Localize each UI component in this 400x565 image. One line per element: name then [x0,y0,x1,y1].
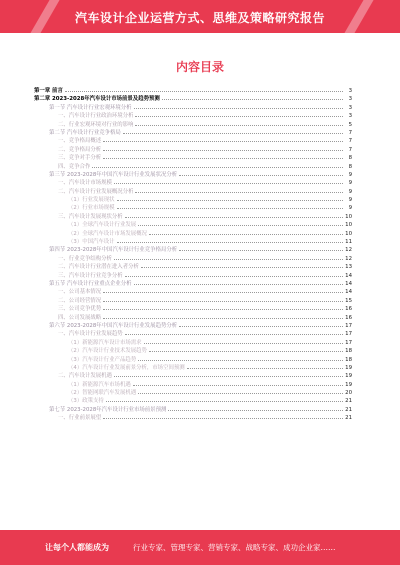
footer-slogan: 让每个人都能成为 [45,543,109,552]
toc-page-number: 21 [345,398,352,405]
toc-entry[interactable] [34,153,352,161]
toc-entry[interactable] [34,254,352,262]
dot-leader [125,212,343,218]
toc-page-number: 7 [348,129,352,136]
toc-entry[interactable] [34,86,352,94]
toc-page-number: 9 [348,205,352,212]
toc-page-number: 9 [348,180,352,187]
toc-entry[interactable] [34,94,352,102]
toc-entry-label: （3）中国汽车设计 [68,239,115,246]
dot-leader [149,346,343,352]
toc-entry[interactable] [34,203,352,211]
dot-leader [114,178,343,184]
toc-page-number: 9 [348,188,352,195]
toc-entry[interactable] [34,321,352,329]
toc-entry[interactable] [34,145,352,153]
toc-page-number: 9 [348,197,352,204]
toc-page-number: 17 [345,339,352,346]
toc-entry[interactable] [34,413,352,421]
toc-page-number: 18 [345,356,352,363]
toc-entry-label: 第二节 汽车设计行业竞争格局 [49,129,121,136]
toc-entry-label: （2）全球汽车设计市场发展概况 [68,230,147,237]
toc-page-number: 19 [345,373,352,380]
toc-entry[interactable] [34,279,352,287]
toc-entry-label: 第三节 2023-2028年中国汽车设计行业发展状况分析 [49,171,178,178]
toc-entry[interactable] [34,287,352,295]
toc-page-number: 3 [348,113,352,120]
header-banner [0,0,400,33]
toc-page-number: 10 [345,213,352,220]
toc-entry-label: 一、竞争格局概述 [58,138,102,145]
toc-page-number: 19 [345,364,352,371]
dot-leader [135,187,343,193]
toc-page-number: 18 [345,348,352,355]
toc-entry[interactable] [34,162,352,170]
dot-leader [117,237,343,243]
dot-leader [125,271,343,277]
dot-leader [92,162,343,168]
toc-entry[interactable] [34,371,352,379]
toc-entry[interactable] [34,355,352,363]
dot-leader [134,279,343,285]
toc-page-number: 14 [345,280,352,287]
toc-page-number: 13 [345,264,352,271]
dot-leader [125,329,343,335]
toc-entry-label: 四、公司发展战略 [58,314,102,321]
toc-entry-label: 第五节 汽车设计行业重点企业分析 [49,280,132,287]
dot-leader [103,304,343,310]
dot-leader [179,245,343,251]
toc-page-number: 10 [345,222,352,229]
toc-entry[interactable] [34,195,352,203]
dot-leader [141,262,343,268]
toc-entry-label: 三、公司竞争优势 [58,306,102,313]
toc-page-number: 17 [345,331,352,338]
toc-entry-label: （1）行业发展现状 [68,197,115,204]
toc-entry-label: 三、汽车设计发展现状分析 [58,213,123,220]
dot-leader [114,254,343,260]
toc-entry[interactable] [34,103,352,111]
dot-leader [134,103,343,109]
toc-entry[interactable] [34,212,352,220]
toc-entry[interactable] [34,111,352,119]
dot-leader [117,203,343,209]
toc-page-number: 8 [348,163,352,170]
toc-page-number: 3 [348,88,352,94]
toc-entry-label: 二、汽车设计行业发展概况分析 [58,188,134,195]
dot-leader [123,128,343,134]
toc-page-number: 21 [345,406,352,413]
footer-tagline: 行业专家、管理专家、营销专家、战略专家、成功企业家…… [133,543,336,552]
dot-leader [168,405,343,411]
toc-entry[interactable] [34,296,352,304]
dot-leader [117,195,343,201]
toc-entry[interactable] [34,388,352,396]
toc-page-number: 14 [345,289,352,296]
dot-leader [103,145,343,151]
toc-page-number: 9 [348,171,352,178]
toc-entry[interactable] [34,405,352,413]
dot-leader [162,94,343,100]
toc-entry[interactable] [34,128,352,136]
toc-page-number: 11 [345,239,352,246]
toc-entry-label: （2）汽车设计行业技术发展趋势 [68,348,147,355]
toc-entry[interactable] [34,170,352,178]
toc-entry-label: 一、汽车设计行业发展趋势 [58,331,123,338]
toc-entry[interactable] [34,262,352,270]
toc-entry[interactable] [34,187,352,195]
toc-entry[interactable] [34,338,352,346]
toc-entry-label: 第一节 汽车设计行业宏观环境分析 [49,104,132,111]
toc-entry-label: 二、竞争格局分析 [58,146,102,153]
toc-page-number: 16 [345,314,352,321]
toc-page-number: 10 [345,230,352,237]
toc-entry[interactable] [34,363,352,371]
toc-entry-label: 一、汽车设计行业政治环境分析 [58,113,134,120]
dot-leader [106,396,343,402]
dot-leader [103,296,343,302]
toc-entry[interactable] [34,178,352,186]
toc-page-number: 17 [345,322,352,329]
toc-entry-label: 二、公司经营情况 [58,297,102,304]
toc-entry[interactable] [34,120,352,128]
toc-entry-label: （3）汽车设计行业产品趋势 [68,356,137,363]
toc-entry-label: （2）智能网联汽车发展机遇 [68,390,137,397]
toc-entry[interactable] [34,237,352,245]
toc-entry[interactable] [34,396,352,404]
toc-page-number: 7 [348,138,352,145]
toc-entry-label: （2）行业市场规模 [68,205,115,212]
toc-entry[interactable] [34,220,352,228]
toc-entry-label: 第四节 2023-2028年中国汽车设计行业竞争格局分析 [49,247,178,254]
toc-entry-label: （3）政策支持 [68,398,104,405]
toc-page-number: 20 [345,390,352,397]
toc-entry-label: （1）新能源汽车市场机遇 [68,381,131,388]
dot-leader [103,136,343,142]
dot-leader [138,220,343,226]
toc-entry-label: 三、汽车设计行业竞争分析 [58,272,123,279]
toc-entry-label: 第七节 2023-2028年汽车设计行业市场前景预测 [49,406,167,413]
footer-banner [0,530,400,565]
dot-leader [187,363,343,369]
toc-entry[interactable] [34,380,352,388]
toc-entry-label: 三、竞争对手分析 [58,155,102,162]
toc-entry-label: 第二章 2023-2028年汽车设计市场前景及趋势预测 [34,96,160,103]
table-of-contents [34,86,352,422]
toc-page-number: 16 [345,306,352,313]
toc-entry-label: 第一章 前言 [34,88,63,94]
toc-page-number: 7 [348,146,352,153]
toc-entry-label: 二、汽车设计行业潜在进入者分析 [58,264,139,271]
toc-page-number: 3 [348,96,352,103]
toc-entry-label: 一、行业竞争结构分析 [58,255,112,262]
toc-entry-label: 一、行业前景展望 [58,415,102,422]
dot-leader [138,388,343,394]
dot-leader [103,313,343,319]
toc-page-number: 8 [348,155,352,162]
toc-entry-label: 一、公司基本情况 [58,289,102,296]
dot-leader [103,153,343,159]
toc-entry[interactable] [34,346,352,354]
toc-entry-label: 二、汽车设计发展机遇 [58,373,112,380]
toc-entry-label: （1）新能源汽车设计市场需求 [68,339,142,346]
toc-page-number: 5 [348,121,352,128]
dot-leader [149,229,343,235]
dot-leader [179,170,343,176]
dot-leader [135,120,343,126]
dot-leader [135,111,343,117]
toc-entry-label: 四、竞争合作 [58,163,91,170]
toc-entry-label: 二、行业宏观环境对行业的影响 [58,121,134,128]
toc-entry[interactable] [34,245,352,253]
toc-entry[interactable] [34,313,352,321]
toc-entry-label: （4）汽车设计行业发展前景分析，市场空间预测 [68,364,185,371]
toc-entry[interactable] [34,229,352,237]
report-title: 汽车设计企业运营方式、思维及策略研究报告 [74,11,325,25]
dot-leader [65,86,343,92]
toc-page-number: 3 [348,104,352,111]
toc-entry-label: 一、汽车设计市场规模 [58,180,112,187]
toc-entry-label: 第六节 2023-2028年中国汽车设计行业发展趋势分析 [49,322,178,329]
toc-page-number: 12 [345,255,352,262]
dot-leader [133,380,343,386]
dot-leader [114,371,343,377]
toc-page-number: 15 [345,297,352,304]
dot-leader [103,287,343,293]
toc-page-number: 19 [345,381,352,388]
dot-leader [103,413,343,419]
toc-page-number: 12 [345,247,352,254]
toc-entry[interactable] [34,304,352,312]
toc-entry[interactable] [34,136,352,144]
dot-leader [179,321,343,327]
toc-entry[interactable] [34,271,352,279]
toc-entry-label: （1）全球汽车设计行业发展 [68,222,137,229]
toc-entry[interactable] [34,329,352,337]
toc-page-number: 14 [345,272,352,279]
toc-heading: 内容目录 [175,60,224,74]
dot-leader [138,355,343,361]
toc-page-number: 21 [345,415,352,422]
dot-leader [144,338,343,344]
